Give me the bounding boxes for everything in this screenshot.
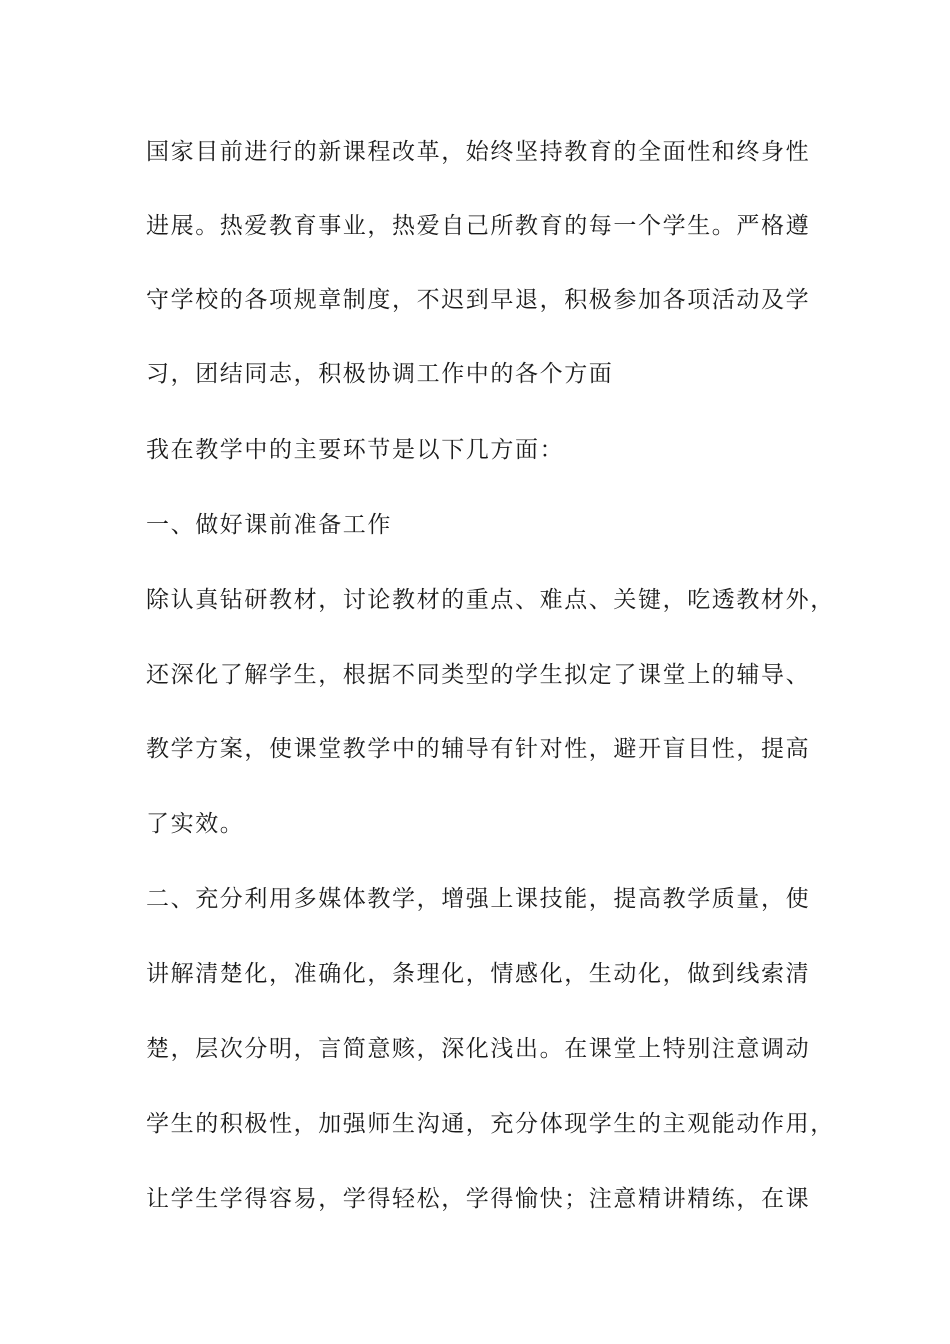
section-heading: 一、做好课前准备工作 bbox=[146, 512, 392, 538]
text-line: 国家目前进行的新课程改革，始终坚持教育的全面性和终身性 bbox=[146, 139, 811, 165]
text-line: 楚，层次分明，言简意赅，深化浅出。在课堂上特别注意调动 bbox=[146, 1036, 811, 1062]
text-line: 习，团结同志，积极协调工作中的各个方面 bbox=[146, 361, 614, 387]
text-line: 守学校的各项规章制度，不迟到早退，积极参加各项活动及学 bbox=[146, 287, 811, 313]
text-line: 还深化了解学生，根据不同类型的学生拟定了课堂上的辅导、 bbox=[146, 662, 811, 688]
text-line: 进展。热爱教育事业，热爱自己所教育的每一个学生。严格遵 bbox=[146, 213, 811, 239]
text-line: 除认真钻研教材，讨论教材的重点、难点、关键，吃透教材外， bbox=[146, 587, 835, 613]
text-line: 了实效。 bbox=[146, 811, 245, 837]
section-heading: 二、充分利用多媒体教学，增强上课技能，提高教学质量，使 bbox=[146, 886, 811, 912]
text-line: 让学生学得容易，学得轻松，学得愉快；注意精讲精练，在课 bbox=[146, 1186, 811, 1212]
text-line: 讲解清楚化，准确化，条理化，情感化，生动化，做到线索清 bbox=[146, 961, 811, 987]
text-line: 学生的积极性，加强师生沟通，充分体现学生的主观能动作用， bbox=[146, 1111, 835, 1137]
text-line: 教学方案，使课堂教学中的辅导有针对性，避开盲目性，提高 bbox=[146, 736, 811, 762]
text-line: 我在教学中的主要环节是以下几方面： bbox=[146, 437, 565, 463]
